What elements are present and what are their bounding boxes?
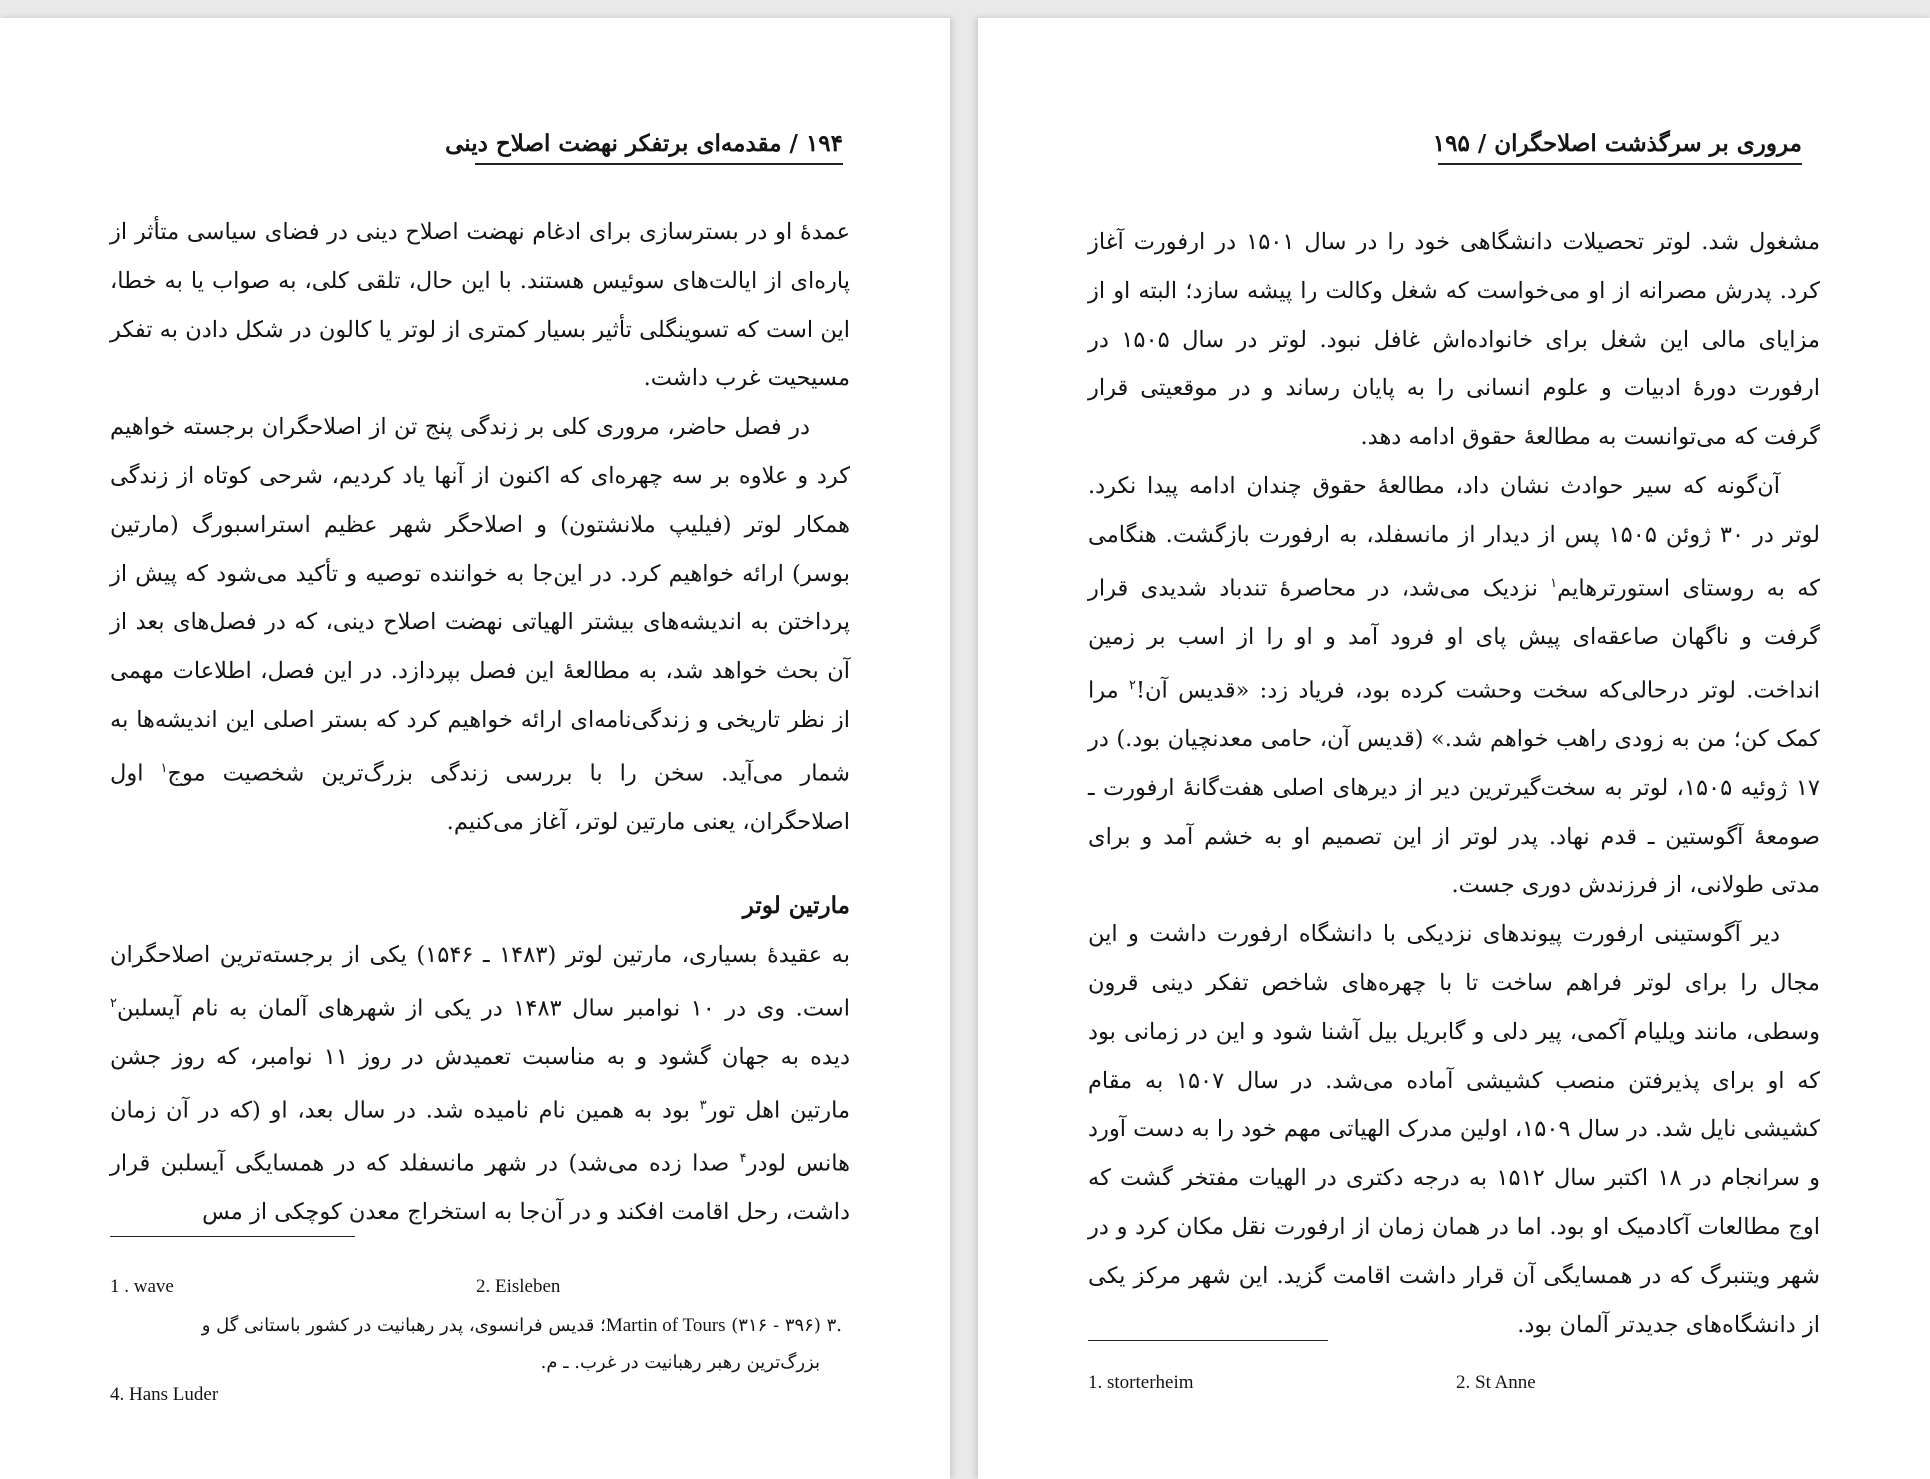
footnote-text: (۳۱۶ - ۳۹۶)؛ قدیس فرانسوی، پدر رهبانیت در کشور باستانی گل و (201, 1315, 821, 1336)
footnote-number: .۳ (826, 1315, 842, 1336)
footnote (82, 1308, 842, 1344)
paragraph-text: به عقیدهٔ بسیاری، مارتین لوتر (۱۴۸۳ ـ ۱۵۴۶) یکی از برجسته‌ترین اصلاحگران است. وی در ۱۰ نوامبر سال ۱۴۸۳ در یکی از شهرهای آلمان به نام آیسلبن (110, 941, 851, 1022)
paragraph: مشغول شد. لوتر تحصیلات دانشگاهی خود را در سال ۱۵۰۱ در ارفورت آغاز کرد. پدرش مصرانه از او می‌خواست که شغل وکالت را پیشه سازد؛ البته او از مزایای مالی این شغل برای خانواده‌اش غافل نبود. لوتر در سال ۱۵۰۵ در ارفورت دورهٔ ادبیات و علوم انسانی را به پایان رساند و در موقعیتی قرار گرفت که می‌توانست به مطالعهٔ حقوق ادامه دهد. (1088, 229, 1820, 451)
paragraph-text: نزدیک می‌شد، در محاصرهٔ تندباد شدیدی قرار گرفت و ناگهان صاعقه‌ای پیش پای او فرود آمد و او را از اسب بر زمین انداخت. لوتر درحالی‌که سخت وحشت کرده بود، فریاد زد: «قدیس آن! (1088, 575, 1820, 704)
paragraph-text: اول اصلاحگران، یعنی مارتین لوتر، آغاز می‌کنیم. (110, 760, 850, 836)
footnote: 1 . wave (110, 1276, 174, 1297)
paragraph (110, 403, 850, 847)
footnote: 2. St Anne (1456, 1372, 1536, 1393)
page-header: مروری بر سرگذشت اصلاحگران / ۱۹۵ (1438, 130, 1802, 165)
footnote: 2. Eisleben (476, 1276, 561, 1297)
footnote-divider (1088, 1340, 1328, 1341)
footnote-marker: ۴ (739, 1151, 747, 1167)
footnote-marker: ۱ (160, 760, 168, 776)
paragraph-text: بود به همین نام نامیده شد. در سال بعد، او (که در آن زمان هانس لودر (110, 1097, 851, 1177)
paragraph-text: صدا زده می‌شد) در شهر مانسفلد که در همسایگی آیسلبن قرار داشت، رحل اقامت افکند و در آن‌جا به استخراج معدن کوچکی از مس (110, 1150, 850, 1226)
page-header: ۱۹۴ / مقدمه‌ای برتفکر نهضت اصلاح دینی (475, 130, 843, 165)
footnote-continuation: بزرگ‌ترین رهبر رهبانیت در غرب. ـ م. (540, 1352, 820, 1373)
right-page (978, 18, 1930, 1479)
footnote-marker: ۳ (699, 1097, 707, 1113)
footnote-latin: Martin of Tours (605, 1315, 726, 1336)
page-body (1088, 218, 1820, 1349)
footnote-marker: ۱ (1550, 575, 1558, 591)
paragraph-text: آن‌گونه که سیر حوادث نشان داد، مطالعهٔ حقوق چندان ادامه پیدا نکرد. لوتر در ۳۰ ژوئن ۱۵۰۵ پس از دیدار از مانسفلد، به ارفورت بازگشت. هنگامی که به روستای استورترهایم (1088, 472, 1820, 602)
paragraph: دیر آگوستینی ارفورت پیوندهای نزدیکی با دانشگاه ارفورت داشت و این مجال را برای لوتر فراهم ساخت تا با چهره‌های شاخص تفکر دینی قرون وسطی، مانند ویلیام آکمی، پیر دلی و گابریل بیل آشنا شود و این در زمانی بود که او برای پذیرفتن منصب کشیشی آماده می‌شد. در سال ۱۵۰۷ به مقام کشیشی نایل شد. در سال ۱۵۰۹، اولین مدرک الهیاتی مهم خود را به دست آورد و سرانجام در ۱۸ اکتبر سال ۱۵۱۲ به درجه دکتری در الهیات مفتخر گشت که اوج مطالعات آکادمیک او بود. اما در همان زمان از ارفورت نقل مکان کرد و در شهر ویتنبرگ که در همسایگی آن قرار داشت اقامت گزید. این شهر مرکز یکی از دانشگاه‌های جدیدتر آلمان بود. (1088, 921, 1821, 1338)
section-heading: مارتین لوتر (742, 891, 850, 919)
paragraph: عمدهٔ او در بسترسازی برای ادغام نهضت اصلاح دینی در فضای سیاسی متأثر از پاره‌ای از ایالت‌های سوئیس هستند. با این حال، تلقی کلی، به صواب یا به خطا، این است که تسوینگلی تأثیر بسیار کمتری از لوتر یا کالون در شکل دادن به تفکر مسیحیت غرب داشت. (110, 219, 850, 392)
paragraph-text: مرا کمک کن؛ من به زودی راهب خواهم شد.» (قدیس آن، حامی معدنچیان بود.) در ۱۷ ژوئیه ۱۵۰۵، لوتر به سخت‌گیرترین دیر از دیرهای اصلی هفت‌گانهٔ ارفورت ـ صومعهٔ آگوستین ـ قدم نهاد. پدر لوتر از این تصمیم او به خشم آمد و برای مدتی طولانی، از فرزندش دوری جست. (1088, 677, 1820, 899)
paragraph-text: دیده به جهان گشود و به مناسبت تعمیدش در روز ۱۱ نوامبر، که روز جشن مارتین اهل تور (110, 1043, 850, 1124)
footnote: 1. storterheim (1088, 1372, 1194, 1393)
paragraph (110, 931, 850, 1237)
footnote-marker: ۲ (110, 995, 117, 1011)
page-body (110, 208, 850, 1237)
left-page (0, 18, 950, 1479)
footnote-divider (110, 1236, 355, 1237)
paragraph-text: در فصل حاضر، مروری کلی بر زندگی پنج تن از اصلاحگران برجسته خواهیم کرد و علاوه بر سه چهره‌ای که اکنون از آنها یاد کردیم، شرحی کوتاه از زندگی همکار لوتر (فیلیپ ملانشتون) و اصلاحگر شهر عظیم استراسبورگ (مارتین بوسر) ارائه خواهیم کرد. در این‌جا به خواننده توصیه و تأکید می‌شود که پیش از پرداختن به اندیشه‌های بیشتر الهیاتی نهضت اصلاح دینی، که در فصل‌های بعد از آن بحث خواهد شد، به مطالعهٔ این فصل بپردازد. در این فصل، اطلاعات مهمی از نظر تاریخی و زندگی‌نامه‌ای ارائه خواهیم کرد که بستر اصلی این اندیشه‌ها به شمار می‌آید. سخن را با بررسی زندگی بزرگ‌ترین شخصیت موج (110, 414, 850, 787)
paragraph (1088, 462, 1820, 910)
footnote: 4. Hans Luder (110, 1384, 219, 1405)
footnote-marker: ۲ (1129, 677, 1136, 693)
